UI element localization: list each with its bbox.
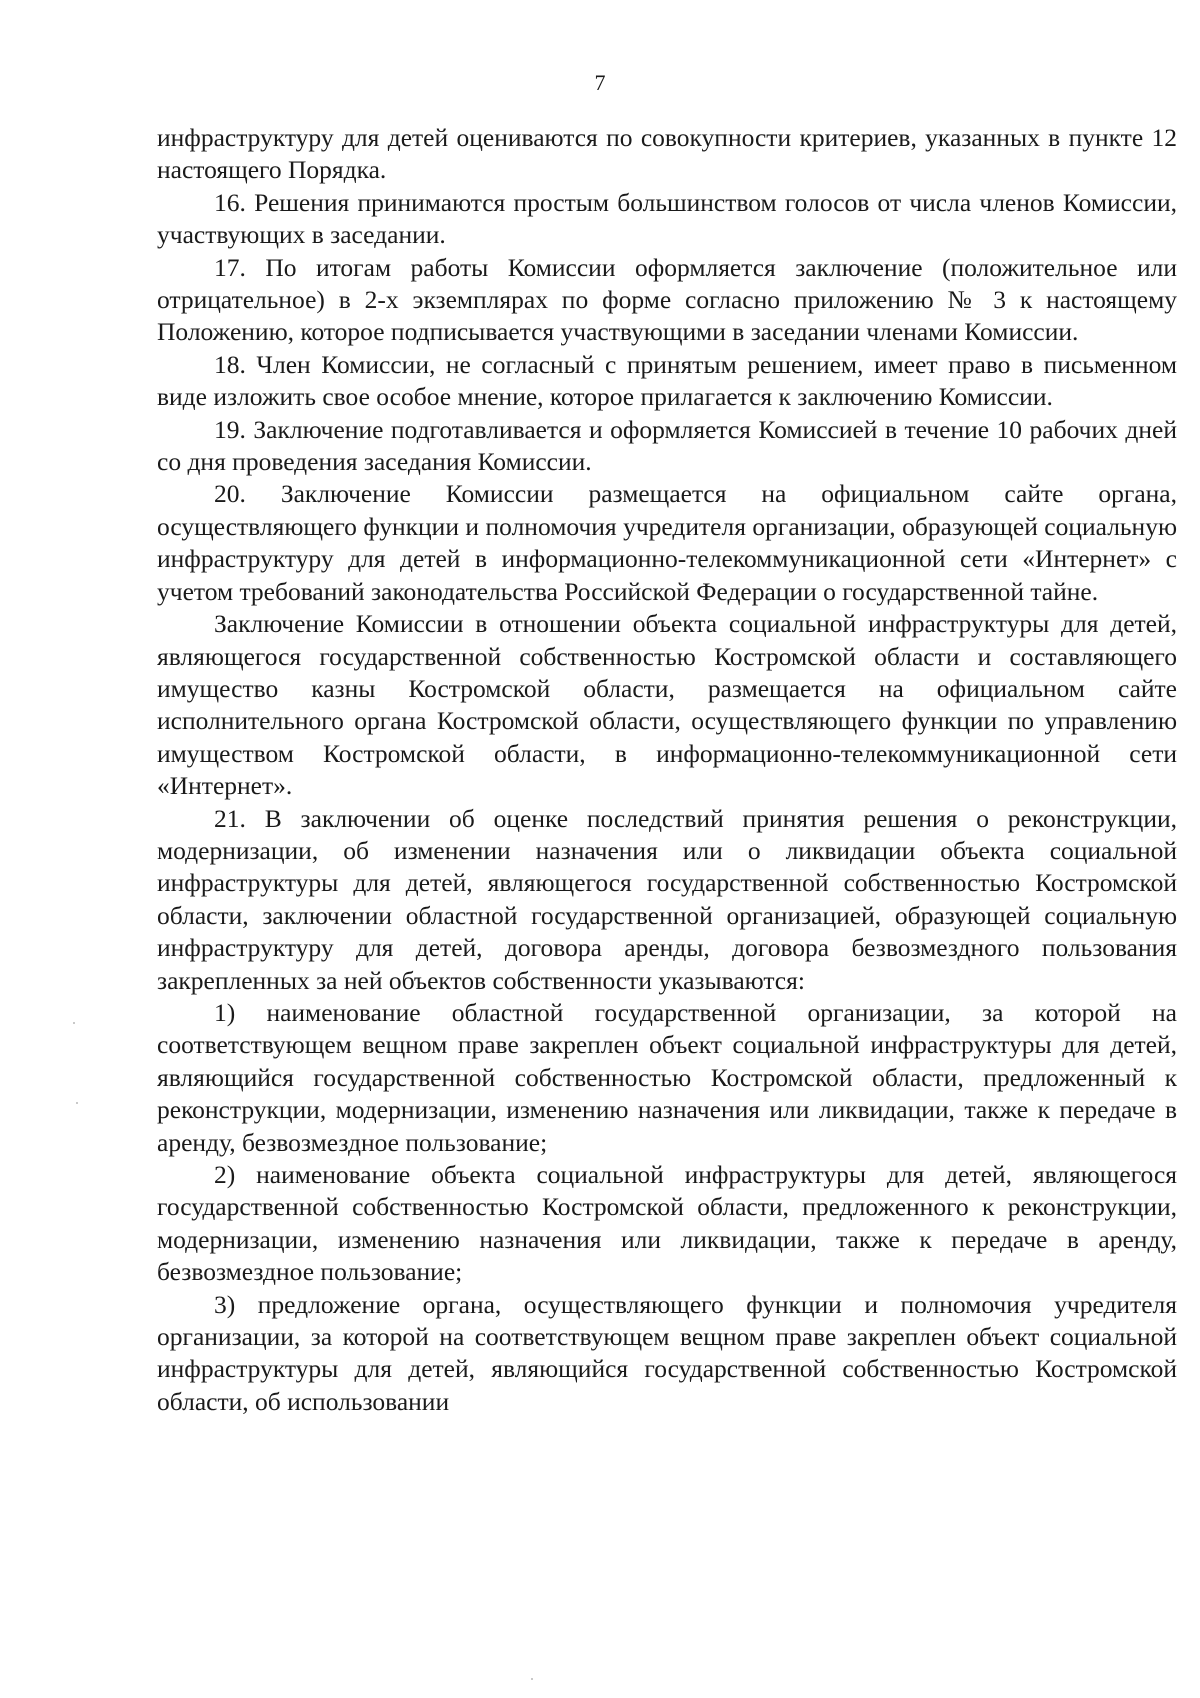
list-item-3: 3) предложение органа, осуществляющего функции и полномочия учредителя организации, за которой на соответствующем вещном праве закреплен объект социальной инфраструктуры для детей, являющийся государственной собственностью Костромской области, об использовании [157, 1289, 1177, 1416]
list-item-2: 2) наименование объекта социальной инфраструктуры для детей, являющегося государственной собственностью Костромской области, предложенного к реконструкции, модернизации, изменению назначения или ликвидации, также к передаче в аренду, безвозмездное пользование; [157, 1160, 1177, 1287]
paragraph-21: 21. В заключении об оценке последствий принятия решения о реконструкции, модернизации, об изменении назначения или о ликвидации объекта социальной инфраструктуры для детей, являющегося государственной собственностью Костромской области, заключении областной государственной организацией, образующей социальную инфраструктуру для детей, договора аренды, договора безвозмездного пользования закрепленных за ней объектов собственности указываются: [157, 803, 1177, 995]
paragraph-20-second: Заключение Комиссии в отношении объекта социальной инфраструктуры для детей, являющегося государственной собственностью Костромской области и составляющего имущество казны Костромской области, размещается на официальном сайте исполнительного органа Костромской области, осуществляющего функции по управлению имуществом Костромской области, в информационно-телекоммуникационной сети «Интернет». [157, 609, 1177, 801]
paragraph-16: 16. Решения принимаются простым большинством голосов от числа членов Комиссии, участвующих в заседании. [157, 187, 1177, 250]
list-item-1: 1) наименование областной государственной организации, за которой на соответствующем вещном праве закреплен объект социальной инфраструктуры для детей, являющийся государственной собственностью Костромской области, предложенный к реконструкции, модернизации, изменению назначения или ликвидации, также к передаче в аренду, безвозмездное пользование; [157, 997, 1177, 1157]
document-body [157, 122, 1177, 1418]
paragraph-continuation: инфраструктуру для детей оцениваются по совокупности критериев, указанных в пункте 12 настоящего Порядка. [157, 123, 1177, 185]
paragraph-17: 17. По итогам работы Комиссии оформляется заключение (положительное или отрицательное) в 2-х экземплярах по форме согласно приложению № 3 к настоящему Положению, которое подписывается участвующими в заседании членами Комиссии. [157, 252, 1177, 347]
paragraph-18: 18. Член Комиссии, не согласный с принятым решением, имеет право в письменном виде изложить свое особое мнение, которое прилагается к заключению Комиссии. [157, 349, 1177, 412]
paragraph-19: 19. Заключение подготавливается и оформляется Комиссией в течение 10 рабочих дней со дня проведения заседания Комиссии. [157, 414, 1177, 477]
scan-speck [76, 1102, 78, 1104]
paragraph-20: 20. Заключение Комиссии размещается на официальном сайте органа, осуществляющего функции и полномочия учредителя организации, образующей социальную инфраструктуру для детей в информационно-телекоммуникационной сети «Интернет» с учетом требований законодательства Российской Федерации о государственной тайне. [157, 479, 1177, 606]
scan-speck [73, 1022, 75, 1024]
scan-speck [531, 1678, 533, 1680]
page-number: 7 [594, 70, 606, 95]
